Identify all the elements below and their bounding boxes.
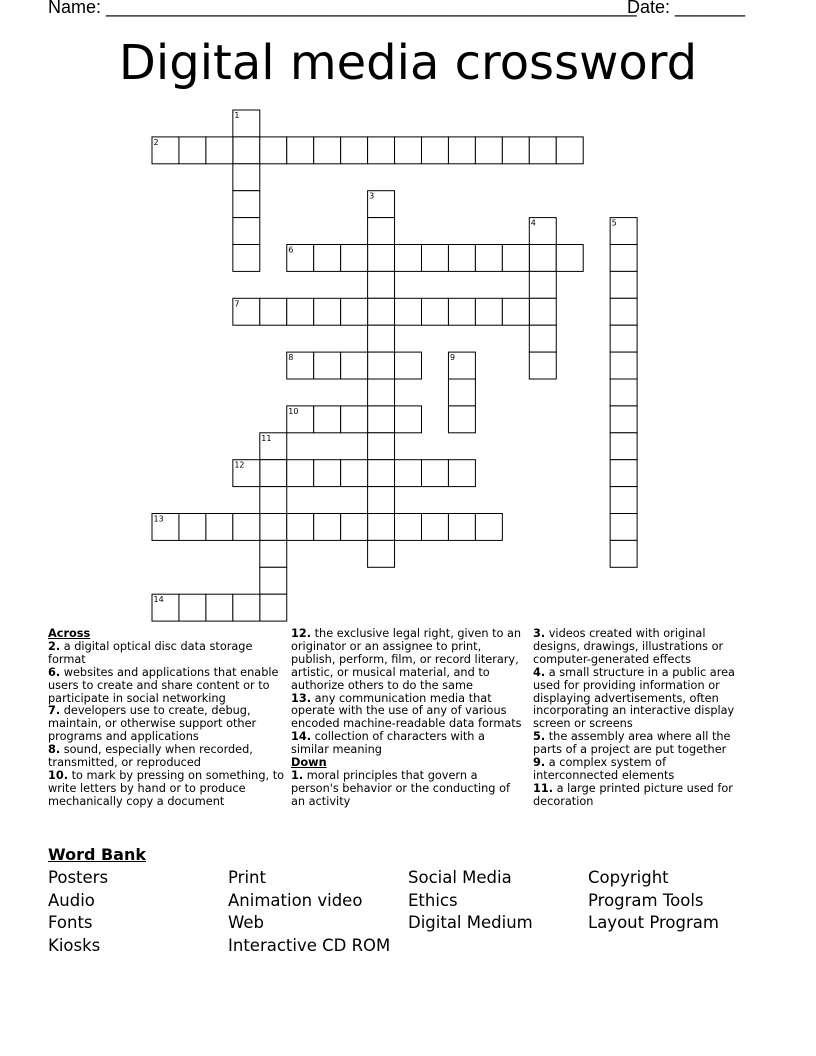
grid-cell[interactable] <box>287 460 314 487</box>
word-bank-item: Audio <box>48 890 95 910</box>
grid-cell[interactable] <box>448 406 475 433</box>
grid-cell[interactable] <box>287 298 314 325</box>
grid-cell[interactable] <box>341 514 368 541</box>
clue-down-3: 3. videos created with original designs, drawings, illustrations or computer-generated effects <box>533 627 724 666</box>
clue-number: 4 <box>530 218 536 228</box>
clue-across-10: 10. to mark by pressing on something, to write letters by hand or to produce mechanically copy a document <box>48 768 285 808</box>
word-bank-item: Layout Program <box>588 913 719 933</box>
grid-cell[interactable] <box>475 514 502 541</box>
grid-cell[interactable] <box>341 137 368 164</box>
down-heading: Down <box>291 756 327 770</box>
grid-cell[interactable] <box>395 460 422 487</box>
grid-cell[interactable] <box>233 514 260 541</box>
clue-across-2: 2. a digital optical disc data storage format <box>48 639 253 666</box>
word-bank-item: Program Tools <box>588 890 704 910</box>
grid-cell[interactable] <box>314 514 341 541</box>
grid-cell[interactable] <box>314 137 341 164</box>
word-bank-item: Web <box>228 913 264 933</box>
grid-cell[interactable] <box>529 245 556 272</box>
grid-cell[interactable] <box>314 460 341 487</box>
grid-cell[interactable] <box>260 460 287 487</box>
grid-cell[interactable] <box>233 164 260 191</box>
grid-cell[interactable] <box>448 514 475 541</box>
grid-cell[interactable] <box>529 325 556 352</box>
clue-across-7: 7. developers use to create, debug, maintain, or otherwise support other programs and applications <box>48 704 257 744</box>
grid-cell[interactable] <box>179 594 206 621</box>
word-bank-item: Kiosks <box>48 935 101 955</box>
grid-cell[interactable] <box>395 406 422 433</box>
grid-cell[interactable] <box>260 298 287 325</box>
grid-cell[interactable] <box>287 137 314 164</box>
grid-cell[interactable] <box>260 540 287 567</box>
grid-cell[interactable] <box>260 567 287 594</box>
clue-column-2 <box>291 628 523 809</box>
word-bank-item: Copyright <box>588 868 669 887</box>
clue-number: 14 <box>153 595 164 605</box>
grid-cell[interactable] <box>233 245 260 272</box>
grid-cell[interactable] <box>610 379 637 406</box>
grid-cell[interactable] <box>529 137 556 164</box>
grid-cell[interactable] <box>610 245 637 272</box>
word-bank-item: Social Media <box>408 868 512 887</box>
grid-cell[interactable] <box>529 352 556 379</box>
grid-cell[interactable] <box>368 271 395 298</box>
grid-cell[interactable] <box>314 298 341 325</box>
clue-number: 10 <box>288 406 299 416</box>
grid-cell[interactable] <box>475 298 502 325</box>
clue-column-1 <box>48 628 288 809</box>
clue-across-14: 14. collection of characters with a similar meaning <box>291 730 485 757</box>
grid-cell[interactable] <box>233 137 260 164</box>
grid-cell[interactable] <box>260 487 287 514</box>
clue-across-12: 12. the exclusive legal right, given to an originator or an assignee to print, publish, perform, film, or record literary, artistic, or musical material, and to authorize others to do the same <box>291 627 522 692</box>
clue-number: 3 <box>369 191 375 201</box>
grid-cell[interactable] <box>368 298 395 325</box>
grid-cell[interactable] <box>475 137 502 164</box>
grid-cell[interactable] <box>368 514 395 541</box>
grid-cell[interactable] <box>556 245 583 272</box>
grid-cell[interactable] <box>395 514 422 541</box>
word-bank-column-3 <box>408 867 533 935</box>
word-bank-column-2 <box>228 867 390 957</box>
grid-cell[interactable] <box>314 245 341 272</box>
grid-cell[interactable] <box>610 540 637 567</box>
grid-cell[interactable] <box>422 298 449 325</box>
date-label: Date: <box>627 0 676 17</box>
grid-cell[interactable] <box>502 137 529 164</box>
grid-cell[interactable] <box>395 245 422 272</box>
grid-cell[interactable] <box>422 514 449 541</box>
grid-cell[interactable] <box>610 406 637 433</box>
grid-cell[interactable] <box>610 433 637 460</box>
clue-number: 7 <box>234 299 240 309</box>
grid-cell[interactable] <box>314 352 341 379</box>
word-bank-item: Animation video <box>228 890 363 910</box>
grid-cell[interactable] <box>260 514 287 541</box>
grid-cell[interactable] <box>448 379 475 406</box>
word-bank-column-4 <box>588 867 719 935</box>
grid-cell[interactable] <box>556 137 583 164</box>
grid-cell[interactable] <box>610 325 637 352</box>
across-heading: Across <box>48 627 91 640</box>
date-blank: _______ <box>675 0 746 17</box>
word-bank-column-1 <box>48 867 108 957</box>
grid-cell[interactable] <box>502 298 529 325</box>
grid-cell[interactable] <box>341 352 368 379</box>
clue-across-8: 8. sound, especially when recorded, transmitted, or reproduced <box>48 743 253 770</box>
clue-number: 13 <box>153 514 164 524</box>
clue-number: 9 <box>449 353 456 363</box>
clue-number: 1 <box>234 111 240 120</box>
grid-cell[interactable] <box>422 245 449 272</box>
word-bank-item: Interactive CD ROM <box>228 935 391 955</box>
grid-cell[interactable] <box>368 137 395 164</box>
grid-cell[interactable] <box>368 352 395 379</box>
grid-cell[interactable] <box>368 379 395 406</box>
grid-cell[interactable] <box>610 460 637 487</box>
name-label: Name: <box>48 0 107 17</box>
grid-cell[interactable] <box>206 514 233 541</box>
grid-cell[interactable] <box>314 406 341 433</box>
clue-number: 5 <box>611 218 617 228</box>
grid-cell[interactable] <box>395 137 422 164</box>
grid-cell[interactable] <box>341 298 368 325</box>
clue-down-1: 1. moral principles that govern a person's behavior or the conducting of an activity <box>291 768 510 808</box>
grid-cell[interactable] <box>233 594 260 621</box>
grid-cell[interactable] <box>206 137 233 164</box>
grid-cell[interactable] <box>502 245 529 272</box>
grid-cell[interactable] <box>233 191 260 218</box>
grid-cell[interactable] <box>475 245 502 272</box>
grid-cell[interactable] <box>610 352 637 379</box>
grid-cell[interactable] <box>422 137 449 164</box>
grid-cell[interactable] <box>341 245 368 272</box>
word-bank-item: Print <box>228 868 266 887</box>
grid-cell[interactable] <box>448 137 475 164</box>
name-blank: _____________________________________________________ <box>106 0 637 17</box>
word-bank-item: Digital Medium <box>408 913 533 933</box>
clue-number: 6 <box>288 245 294 255</box>
grid-cell[interactable] <box>341 406 368 433</box>
grid-cell[interactable] <box>610 487 637 514</box>
word-bank-item: Ethics <box>408 890 458 910</box>
word-bank-title: Word Bank <box>48 845 147 864</box>
grid-cell[interactable] <box>368 540 395 567</box>
grid-cell[interactable] <box>422 460 449 487</box>
grid-cell[interactable] <box>610 514 637 541</box>
word-bank-item: Fonts <box>48 913 93 933</box>
grid-cell[interactable] <box>233 218 260 245</box>
grid-cell[interactable] <box>448 245 475 272</box>
grid-cell[interactable] <box>610 271 637 298</box>
grid-cell[interactable] <box>395 352 422 379</box>
grid-cell[interactable] <box>287 514 314 541</box>
clue-number: 8 <box>288 353 294 363</box>
clue-down-11: 11. a large printed picture used for decoration <box>533 781 733 808</box>
grid-cell[interactable] <box>448 298 475 325</box>
grid-cell[interactable] <box>341 460 368 487</box>
grid-cell[interactable] <box>368 218 395 245</box>
clue-number: 11 <box>261 433 272 443</box>
clue-number: 2 <box>153 137 159 147</box>
page-title: Digital media crossword <box>118 35 698 91</box>
word-bank-item: Posters <box>48 868 109 887</box>
grid-cell[interactable] <box>610 298 637 325</box>
grid-cell[interactable] <box>529 271 556 298</box>
grid-cell[interactable] <box>368 433 395 460</box>
grid-cell[interactable] <box>179 137 206 164</box>
clue-down-9: 9. a complex system of interconnected elements <box>533 756 675 782</box>
grid-cell[interactable] <box>368 406 395 433</box>
grid-cell[interactable] <box>260 594 287 621</box>
grid-cell[interactable] <box>395 298 422 325</box>
clue-across-13: 13. any communication media that operate with the use of any of various encoded machine-readable data formats <box>291 691 522 731</box>
clue-number: 12 <box>234 460 245 470</box>
grid-cell[interactable] <box>368 245 395 272</box>
grid-cell[interactable] <box>448 460 475 487</box>
clue-down-4: 4. a small structure in a public area used for providing information or displaying advertisements, often incorporating an interactive display screen or screens <box>533 665 735 731</box>
clue-down-5: 5. the assembly area where all the parts of a project are put together <box>533 730 731 757</box>
clue-across-6: 6. websites and applications that enable users to create and share content or to participate in social networking <box>48 665 279 705</box>
grid-cell[interactable] <box>529 298 556 325</box>
clue-column-3 <box>533 628 745 809</box>
grid-cell[interactable] <box>179 514 206 541</box>
grid-cell[interactable] <box>206 594 233 621</box>
grid-cell[interactable] <box>368 460 395 487</box>
grid-cell[interactable] <box>368 325 395 352</box>
grid-cell[interactable] <box>260 137 287 164</box>
grid-cell[interactable] <box>368 487 395 514</box>
